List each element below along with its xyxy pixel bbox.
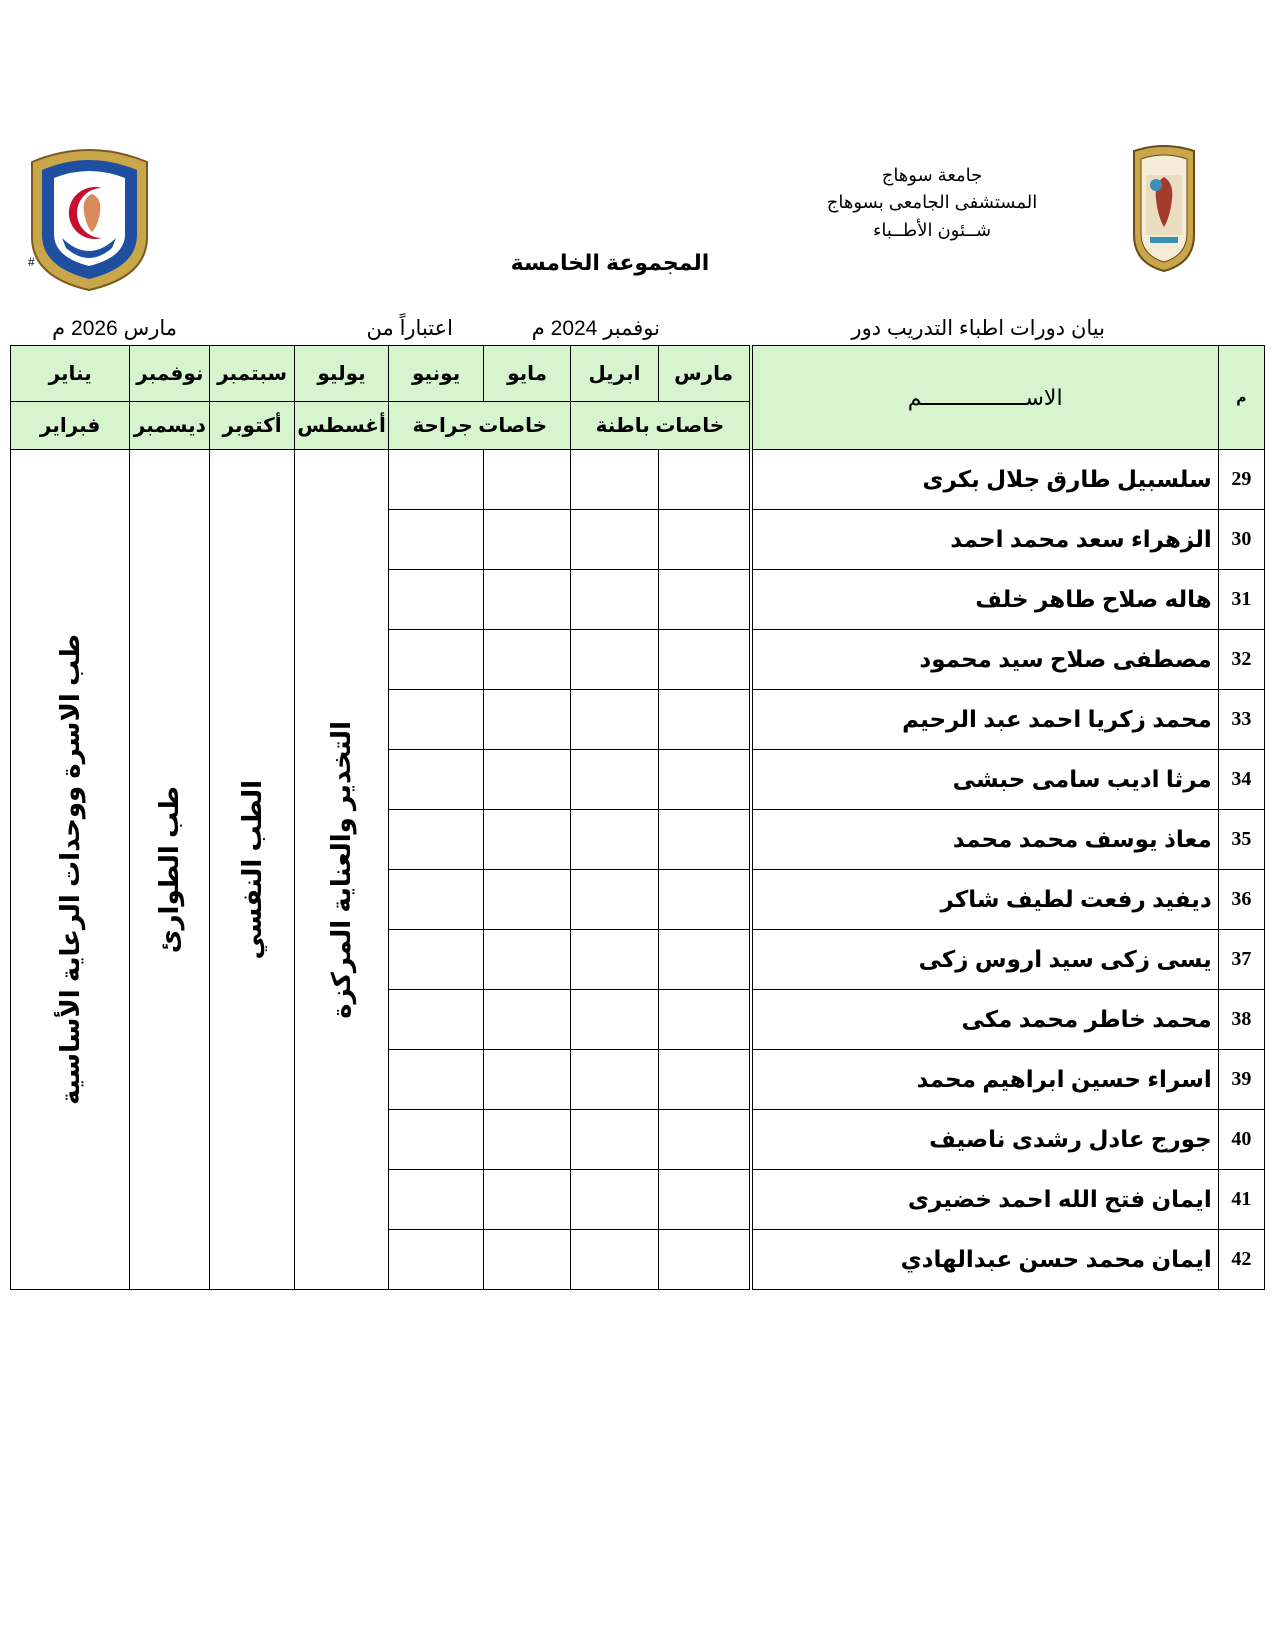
department-name: شــئون الأطــباء — [872, 220, 992, 240]
row-number: 31 — [1218, 570, 1264, 630]
rotation-psychiatry-label: الطب النفسي — [236, 779, 267, 960]
schedule-cell — [658, 510, 751, 570]
rotation-emergency — [130, 450, 210, 1290]
schedule-cell — [658, 450, 751, 510]
month-header-august: أغسطس — [294, 402, 389, 450]
schedule-cell — [658, 570, 751, 630]
row-number: 37 — [1218, 930, 1264, 990]
schedule-cell — [571, 990, 658, 1050]
month-header-november: نوفمبر — [130, 346, 210, 402]
schedule-cell — [571, 1170, 658, 1230]
schedule-cell — [389, 690, 484, 750]
doctor-name: يسى زكى سيد اروس زكى — [751, 930, 1219, 990]
schedule-cell — [658, 1050, 751, 1110]
doctor-name: ديفيد رفعت لطيف شاكر — [751, 870, 1219, 930]
schedule-cell — [483, 1050, 570, 1110]
row-number: 29 — [1218, 450, 1264, 510]
schedule-cell — [483, 510, 570, 570]
rotation-icu-anesthesia — [294, 450, 389, 1290]
row-number: 35 — [1218, 810, 1264, 870]
row-number: 34 — [1218, 750, 1264, 810]
doctor-name: اسراء حسين ابراهيم محمد — [751, 1050, 1219, 1110]
statement-label: بيان دورات اطباء التدريب دور — [851, 317, 1105, 340]
schedule-cell — [389, 450, 484, 510]
row-number: 36 — [1218, 870, 1264, 930]
schedule-cell — [571, 1230, 658, 1290]
schedule-cell — [483, 870, 570, 930]
schedule-cell — [389, 990, 484, 1050]
schedule-cell — [389, 810, 484, 870]
row-number: 39 — [1218, 1050, 1264, 1110]
schedule-cell — [571, 750, 658, 810]
month-header-july: يوليو — [294, 346, 389, 402]
schedule-cell — [571, 870, 658, 930]
schedule-cell — [483, 750, 570, 810]
schedule-cell — [389, 1110, 484, 1170]
schedule-cell — [483, 1110, 570, 1170]
month-header-december: ديسمبر — [130, 402, 210, 450]
logo-mark: # — [28, 255, 35, 269]
table-body — [11, 450, 1265, 1290]
number-header: م — [1218, 346, 1264, 450]
surgery-specialties-header: خاصات جراحة — [389, 402, 571, 450]
faculty-of-medicine-logo — [22, 142, 157, 292]
schedule-cell — [483, 930, 570, 990]
schedule-cell — [658, 870, 751, 930]
doctor-name: محمد زكريا احمد عبد الرحيم — [751, 690, 1219, 750]
month-header-january: يناير — [11, 346, 130, 402]
schedule-cell — [658, 1170, 751, 1230]
university-logo — [1128, 145, 1200, 273]
name-header: الاســــــــــــــــم — [751, 346, 1219, 450]
row-number: 33 — [1218, 690, 1264, 750]
schedule-cell — [389, 1170, 484, 1230]
month-header-april: ابريل — [571, 346, 658, 402]
internal-specialties-header: خاصات باطنة — [571, 402, 751, 450]
schedule-cell — [571, 510, 658, 570]
schedule-cell — [571, 1110, 658, 1170]
schedule-cell — [658, 690, 751, 750]
schedule-cell — [658, 630, 751, 690]
schedule-cell — [483, 570, 570, 630]
start-date: نوفمبر 2024 م — [531, 317, 660, 340]
row-number: 38 — [1218, 990, 1264, 1050]
schedule-table — [10, 345, 1265, 1290]
university-name: جامعة سوهاج — [881, 165, 983, 185]
schedule-cell — [658, 1230, 751, 1290]
group-title: المجموعة الخامسة — [510, 250, 710, 275]
schedule-cell — [571, 810, 658, 870]
month-header-march: مارس — [658, 346, 751, 402]
schedule-cell — [658, 990, 751, 1050]
rotation-psychiatry — [210, 450, 294, 1290]
month-header-october: أكتوبر — [210, 402, 294, 450]
doctor-name: مرثا اديب سامى حبشى — [751, 750, 1219, 810]
schedule-cell — [571, 690, 658, 750]
schedule-cell — [389, 930, 484, 990]
schedule-cell — [483, 450, 570, 510]
schedule-cell — [389, 1230, 484, 1290]
doctor-name: هاله صلاح طاهر خلف — [751, 570, 1219, 630]
schedule-cell — [483, 810, 570, 870]
schedule-cell — [389, 570, 484, 630]
month-header-june: يونيو — [389, 346, 484, 402]
table-row — [11, 450, 1265, 510]
schedule-cell — [658, 750, 751, 810]
schedule-cell — [658, 1110, 751, 1170]
doctor-name: ايمان محمد حسن عبدالهادي — [751, 1230, 1219, 1290]
schedule-cell — [483, 990, 570, 1050]
schedule-cell — [389, 1050, 484, 1110]
doctor-name: جورج عادل رشدى ناصيف — [751, 1110, 1219, 1170]
schedule-cell — [483, 1230, 570, 1290]
schedule-cell — [658, 810, 751, 870]
doctor-name: معاذ يوسف محمد محمد — [751, 810, 1219, 870]
rotation-family-medicine — [11, 450, 130, 1290]
schedule-cell — [571, 1050, 658, 1110]
schedule-cell — [389, 510, 484, 570]
rotation-icu-anesthesia-label: التخدير والعناية المركزة — [326, 720, 357, 1019]
month-header-september: سبتمبر — [210, 346, 294, 402]
doctor-name: الزهراء سعد محمد احمد — [751, 510, 1219, 570]
doctor-name: ايمان فتح الله احمد خضيرى — [751, 1170, 1219, 1230]
row-number: 42 — [1218, 1230, 1264, 1290]
rotation-emergency-label: طب الطوارئ — [154, 785, 185, 954]
schedule-cell — [483, 630, 570, 690]
doctor-name: مصطفى صلاح سيد محمود — [751, 630, 1219, 690]
row-number: 30 — [1218, 510, 1264, 570]
doctor-name: محمد خاطر محمد مكى — [751, 990, 1219, 1050]
doctor-name: سلسبيل طارق جلال بكرى — [751, 450, 1219, 510]
hospital-name: المستشفى الجامعى بسوهاج — [826, 192, 1038, 212]
schedule-cell — [571, 450, 658, 510]
schedule-cell — [571, 930, 658, 990]
schedule-cell — [483, 1170, 570, 1230]
row-number: 40 — [1218, 1110, 1264, 1170]
rotation-family-medicine-label: طب الاسرة ووحدات الرعاية الأساسية — [54, 634, 85, 1105]
month-header-february: فبراير — [11, 402, 130, 450]
row-number: 32 — [1218, 630, 1264, 690]
end-date: مارس 2026 م — [52, 317, 177, 340]
month-header-may: مايو — [483, 346, 570, 402]
schedule-cell — [483, 690, 570, 750]
from-label: اعتباراً من — [366, 317, 453, 340]
schedule-cell — [658, 930, 751, 990]
schedule-cell — [571, 630, 658, 690]
schedule-cell — [571, 570, 658, 630]
schedule-cell — [389, 750, 484, 810]
row-number: 41 — [1218, 1170, 1264, 1230]
schedule-cell — [389, 870, 484, 930]
schedule-cell — [389, 630, 484, 690]
